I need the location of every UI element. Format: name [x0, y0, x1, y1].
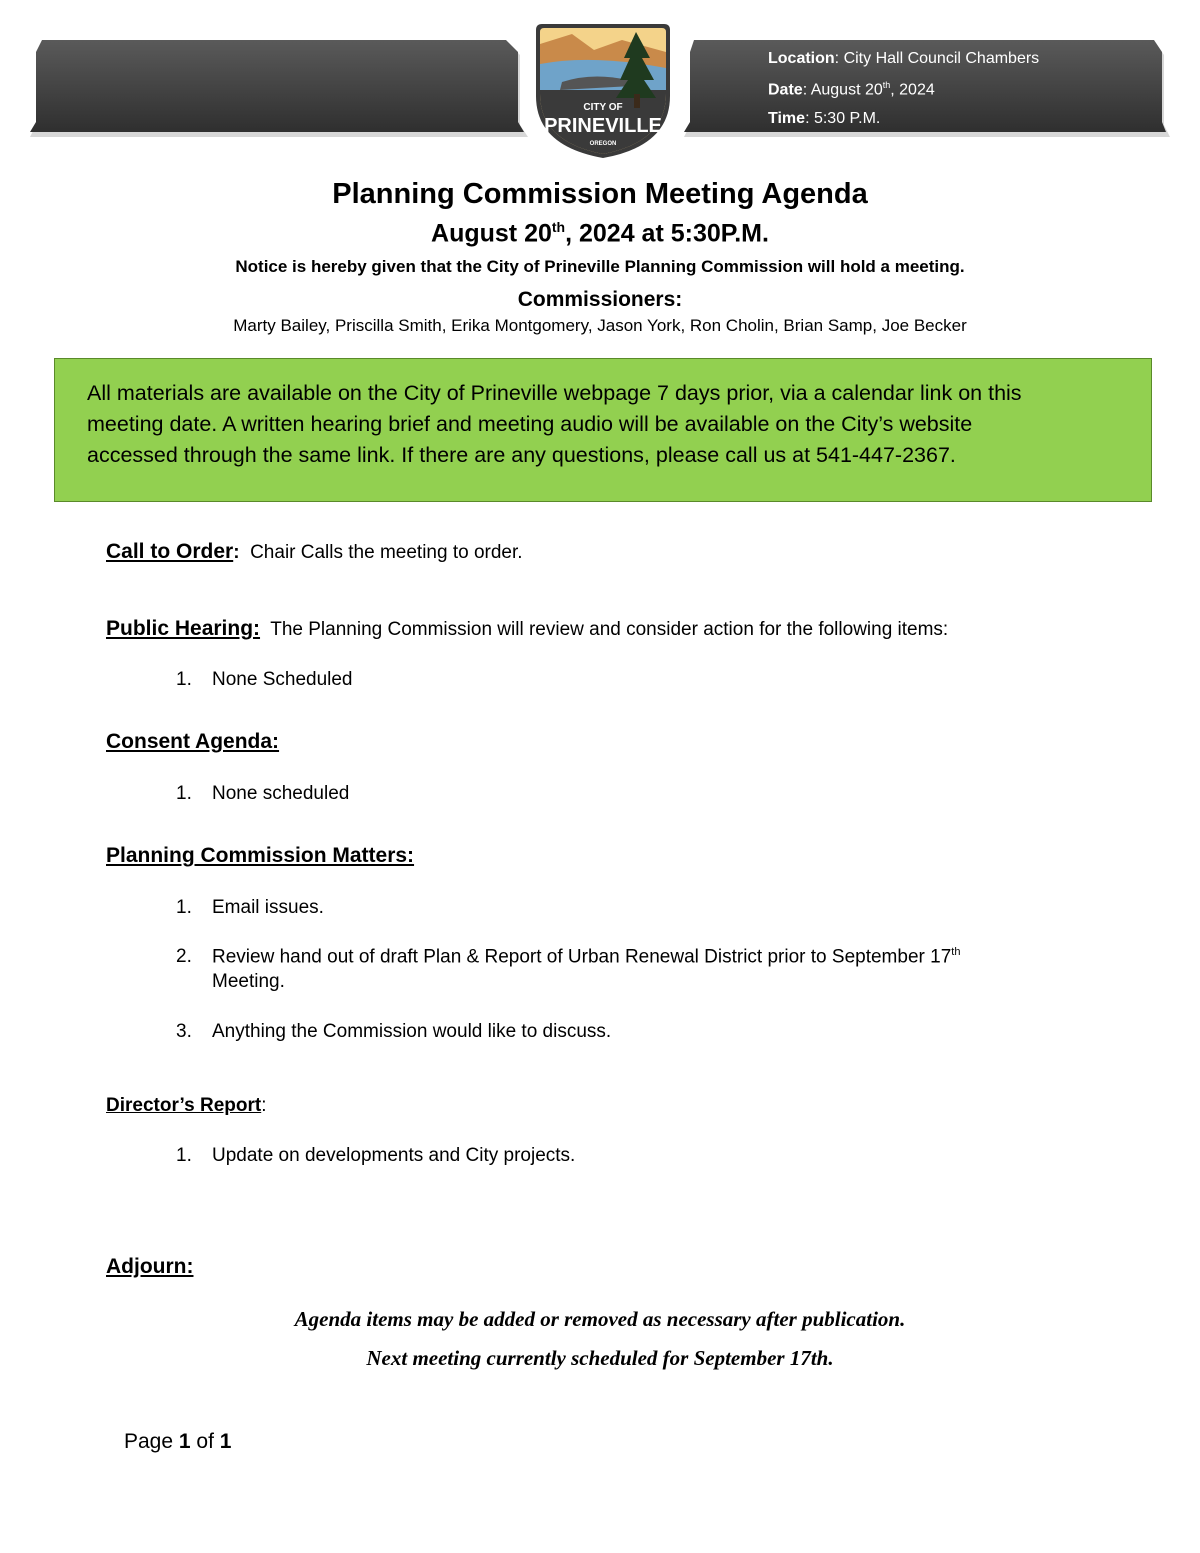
info-box-line: meeting date. A written hearing brief and meeting audio will be available on the City’s website — [87, 412, 973, 436]
consent-agenda-heading: Consent Agenda: — [106, 730, 280, 753]
meeting-location: Location: City Hall Council Chambers — [768, 50, 1040, 67]
info-box-line: accessed through the same link. If there are any questions, please call us at 541-447-2367. — [87, 443, 956, 467]
materials-info-box — [54, 358, 1152, 502]
commissioners-heading: Commissioners: — [517, 288, 683, 311]
commission-matters-section — [106, 844, 414, 868]
call-to-order-text: Chair Calls the meeting to order. — [239, 542, 523, 563]
agenda-change-note: Agenda items may be added or removed as necessary after publication. — [294, 1307, 906, 1331]
call-to-order-section: Call to Order: Chair Calls the meeting to order. — [106, 540, 523, 563]
list-item-continuation: Meeting. — [212, 971, 285, 992]
next-meeting-note: Next meeting currently scheduled for September 17th. — [366, 1346, 834, 1370]
list-item: 1. Update on developments and City projects. — [176, 1145, 576, 1166]
adjourn-heading: Adjourn: — [106, 1255, 194, 1278]
list-item: 3. Anything the Commission would like to discuss. — [176, 1021, 612, 1042]
consent-agenda-section — [106, 730, 279, 754]
city-of-prineville-logo — [532, 24, 674, 158]
list-item: 1. Email issues. — [176, 897, 324, 918]
list-item: 1. None scheduled — [176, 783, 350, 804]
meeting-notice: Notice is hereby given that the City of Prineville Planning Commission will hold a meeting. — [235, 257, 965, 276]
header-banner-left — [28, 38, 526, 136]
header-banner-right — [682, 38, 1168, 136]
commissioners-list: Marty Bailey, Priscilla Smith, Erika Montgomery, Jason York, Ron Cholin, Brian Samp, Joe Becker — [233, 316, 967, 335]
directors-report-heading: Director’s Report — [106, 1095, 262, 1116]
commission-matters-heading: Planning Commission Matters: — [106, 844, 415, 867]
call-to-order-heading: Call to Order — [106, 540, 234, 563]
list-item: 2. Review hand out of draft Plan & Report of Urban Renewal District prior to September 17th — [176, 946, 961, 968]
list-item: 1. None Scheduled — [176, 669, 353, 690]
logo-text-prineville: PRINEVILLE — [544, 115, 662, 137]
public-hearing-heading: Public Hearing: — [106, 617, 261, 640]
adjourn-section — [106, 1255, 193, 1279]
meeting-date: Date: August 20th, 2024 — [768, 80, 935, 99]
page-title: Planning Commission Meeting Agenda — [332, 178, 868, 210]
public-hearing-text: The Planning Commission will review and consider action for the following items: — [260, 619, 949, 640]
logo-text-city-of: CITY OF — [583, 102, 623, 113]
public-hearing-section — [106, 617, 948, 641]
logo-text-oregon: OREGON — [589, 141, 617, 147]
meeting-time: Time: 5:30 P.M. — [768, 110, 881, 127]
meeting-date-heading: August 20th, 2024 at 5:30P.M. — [431, 219, 769, 248]
directors-report-section: Director’s Report: — [106, 1095, 267, 1116]
page-counter: Page 1 of 1 — [124, 1430, 232, 1453]
info-box-line: All materials are available on the City of Prineville webpage 7 days prior, via a calendar link on this — [87, 381, 1022, 405]
